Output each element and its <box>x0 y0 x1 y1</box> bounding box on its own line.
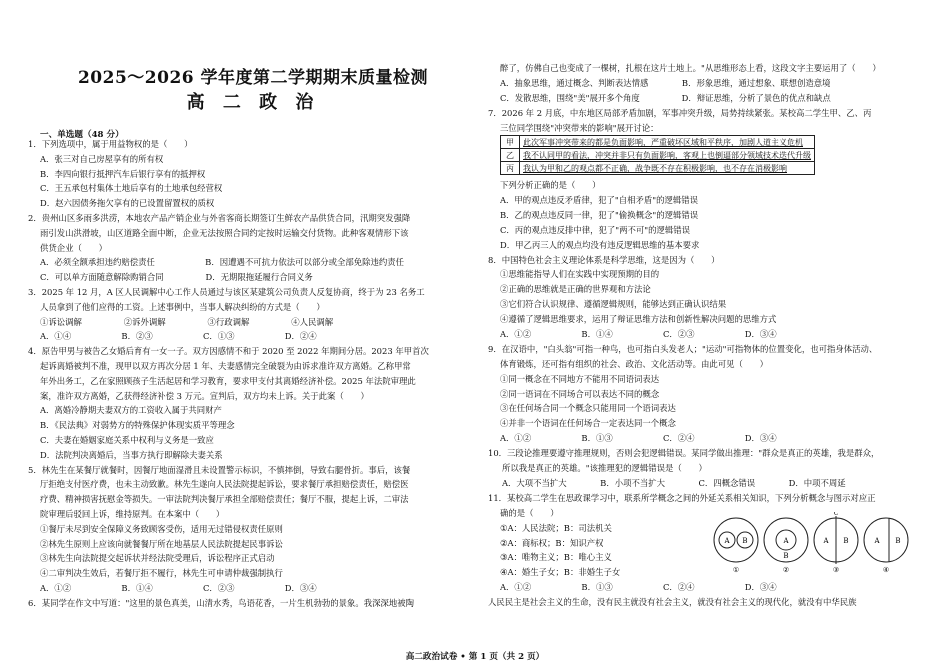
text-line: 年外出务工，乙在家照顾孩子生活起居和学习教育，要求甲支付其离婚经济补偿。2025 年法院审理此 <box>40 376 416 386</box>
text-line: 9．在汉语中，"白头翁"可指一种鸟，也可指白头发老人；"运动"可指物体的位置变化，也可指身体活动、 <box>488 344 878 354</box>
text-line: 7．2026 年 2 月底，中东地区局部矛盾加剧，军事冲突升级，局势持续紧张。某校高二学生甲、乙、丙 <box>488 108 872 118</box>
diagram-caption: ③ <box>832 566 840 574</box>
text-line: 三位同学围绕"冲突带来的影响"展开讨论： <box>500 123 659 133</box>
exam-title: 2025～2026 学年度第二学期期末质量检测 <box>77 68 429 88</box>
text-line: ①诉讼调解 ②诉外调解 ③行政调解 ④人民调解 <box>40 317 334 327</box>
diagram-label: A <box>874 537 880 545</box>
text-line: ④A：婚生子女；B：非婚生子女 <box>500 567 621 577</box>
text-line: A．抽象思维，通过概念、判断表达情感 B．形象思维，通过想象、联想创造意境 <box>500 78 831 88</box>
text-line: A．①④ B．②③ C．①③ D．②④ <box>40 331 317 341</box>
diagram-label: A <box>724 537 730 545</box>
speaker-statement: 我认为甲和乙的观点都不正确，战争既不存在积极影响，也不存在消极影响 <box>520 162 815 175</box>
text-line: 2．贵州山区多雨多洪涝，本地农产品产销企业与外省客商长期签订生鲜农产品供货合同，汛期突发强降 <box>28 213 411 223</box>
text-line: 雨引发山洪滑坡，山区道路全面中断，企业无法按照合同约定按时运输交付货物。此种客观情形下该 <box>40 228 409 238</box>
text-line: 3．2025 年 12 月，A 区人民调解中心工作人员通过与该区某建筑公司负责人反复协商，终于为 23 名务工 <box>28 287 425 297</box>
text-line: 起诉离婚被判不准，现甲以双方再次分居 1 年、夫妻感情完全破裂为由诉求准许双方离婚。乙称甲常 <box>40 361 411 371</box>
diagram-4-circle <box>864 518 908 562</box>
text-line: ①A：人民法院；B：司法机关 <box>500 523 612 533</box>
text-line: ②同一语词在不同场合可以表达不同的概念 <box>500 389 660 399</box>
text-line: 5．林先生在某餐厅就餐时，因餐厅地面湿滑且未设置警示标识，不慎摔倒，导致右腿骨折。事后，该餐 <box>28 465 411 475</box>
text-line: D．赵六因债务拖欠享有的已设置留置权的质权 <box>40 198 215 208</box>
text-line: 体育锻炼，还可指有组织的社会、政治、文化活动等。由此可见（ ） <box>500 359 768 369</box>
text-line: 所以我是真正的英雄。"该推理犯的逻辑错误是（ ） <box>502 463 707 473</box>
text-line: ③它们符合认识规律、遵循逻辑规则，能够达到正确认识结果 <box>500 299 727 309</box>
text-line: ③林先生向法院提交起诉状并经法院受理后，诉讼程序正式启动 <box>40 553 275 563</box>
speaker-label: 乙 <box>501 149 520 162</box>
page-footer: 高二政治试卷 • 第 1 页（共 2 页） <box>405 652 545 662</box>
text-line: ①思维能指导人们在实践中实现预期的目的 <box>500 269 660 279</box>
text-line: ④二审判决生效后，若餐厅拒不履行，林先生可申请仲裁强制执行 <box>40 568 283 578</box>
text-line: A．①② B．①④ C．②③ D．③④ <box>500 329 777 339</box>
table-row <box>501 162 815 175</box>
text-line: 4．原告甲男与被告乙女婚后育有一女一子。双方因感情不和于 2020 至 2022 年期间分居。2023 年甲首次 <box>28 346 429 356</box>
text-line: A．①② B．①③ C．②④ D．③④ <box>500 433 777 443</box>
diagram-label: B <box>895 537 901 545</box>
text-line: ②A：商标权；B：知识产权 <box>500 538 604 548</box>
text-line: 供货企业（ ） <box>40 243 107 253</box>
diagram-caption: ① <box>732 566 740 574</box>
text-line: D．法院判决离婚后，当事方执行即解除夫妻关系 <box>40 450 223 460</box>
text-line: A．①② B．①④ C．②③ D．③④ <box>40 583 317 593</box>
table-row <box>501 149 815 162</box>
concept-relation-diagram <box>712 512 912 574</box>
text-line: C．发散思维，围绕"美"展开多个角度 D．辩证思维，分析了景色的优点和缺点 <box>500 93 831 103</box>
text-line: D．甲乙丙三人的观点均没有违反逻辑思维的基本要求 <box>500 240 700 250</box>
text-line: A．离婚冷静期夫妻双方的工资收入属于共同财产 <box>40 405 222 415</box>
text-line: B．《民法典》对弱势方的特殊保护体现实质平等理念 <box>40 420 235 430</box>
diagram-1-outer <box>714 518 758 562</box>
text-line: ①同一概念在不同地方不能用不同语词表达 <box>500 374 660 384</box>
table-row <box>501 136 815 149</box>
text-line: 确的是（ ） <box>500 508 559 518</box>
text-line: C．丙的观点违反排中律，犯了"两不可"的逻辑错误 <box>500 225 690 235</box>
text-line: ①餐厅未尽到安全保障义务致顾客受伤，适用无过错侵权责任原则 <box>40 524 283 534</box>
text-line: 院审理后驳回上诉，维持原判。在本案中（ ） <box>40 509 225 519</box>
text-line: 人民民主是社会主义的生命，没有民主就没有社会主义，就没有社会主义的现代化，就没有中华民族 <box>488 597 857 607</box>
diagram-label: B <box>742 537 748 545</box>
text-line: B．李四向银行抵押汽车后银行享有的抵押权 <box>40 169 206 179</box>
text-line: ③A：唯物主义；B：唯心主义 <box>500 552 612 562</box>
text-line: ②林先生原则上应该向就餐餐厅所在地基层人民法院提起民事诉讼 <box>40 539 283 549</box>
text-line: A．张三对自己房屋享有的所有权 <box>40 154 164 164</box>
diagram-label: B <box>783 552 789 560</box>
diagram-label: A <box>783 537 789 545</box>
text-line: ④并非一个语词在任何场合一定表达同一个概念 <box>500 418 676 428</box>
text-line: ④遵循了逻辑思维要求，运用了辩证思维方法和创新性解决问题的思维方式 <box>500 314 777 324</box>
speaker-statement: 我不认同甲的看法，冲突并非只有负面影响，客观上也倒逼部分领域技术迭代升级 <box>520 149 815 162</box>
text-line: A．①② B．①③ C．②④ D．③④ <box>500 582 777 592</box>
text-line: A．大项不当扩大 B．小项不当扩大 C．四概念错误 D．中项不周延 <box>502 478 846 488</box>
subject-title: 高 二 政 治 <box>186 92 320 113</box>
text-line: B．乙的观点违反同一律，犯了"偷换概念"的逻辑错误 <box>500 210 699 220</box>
section-heading: 一、单选题（48 分） <box>40 130 124 140</box>
diagram-label: C <box>833 512 839 517</box>
text-line: 案，准许双方离婚，乙获得经济补偿 3 万元。宣判后，双方均未上诉。关于此案（ ） <box>40 391 369 401</box>
diagram-caption: ② <box>782 566 790 574</box>
speaker-label: 丙 <box>501 162 520 175</box>
text-line: 6．某同学在作文中写道："这里的景色真美，山清水秀，鸟语花香，一片生机勃勃的景象。我深深地被陶 <box>28 598 415 608</box>
speaker-statement: 此次军事冲突带来的都是负面影响，严重破坏区域和平秩序，加剧人道主义危机 <box>520 136 815 149</box>
text-line: ③在任何场合同一个概念只能用同一个语词表达 <box>500 403 676 413</box>
q7-discussion-table <box>500 135 815 175</box>
diagram-label: B <box>843 537 849 545</box>
text-line: C．王五承包村集体土地后享有的土地承包经营权 <box>40 183 223 193</box>
text-line: A．必须全额承担违约赔偿责任 B．因遭遇不可抗力依法可以部分或全部免除违约责任 <box>40 257 404 267</box>
text-line: 疗费、精神损害抚慰金等损失。一审法院判决餐厅承担全部赔偿责任；餐厅不服，提起上诉，二审法 <box>40 494 409 504</box>
text-line: 人员拿到了他们应得的工资。上述事例中，当事人解决纠纷的方式是（ ） <box>40 302 325 312</box>
text-line: 8．中国特色社会主义理论体系是科学思维，这是因为（ ） <box>488 255 720 265</box>
text-line: 厅拒绝支付医疗费，也未主动致歉。林先生遂向人民法院提起诉讼，要求餐厅承担赔偿责任，赔偿医 <box>40 479 409 489</box>
text-line: C．夫妻在婚姻家庭关系中权利与义务是一致应 <box>40 435 214 445</box>
text-line: 醉了，仿佛自己也变成了一棵树，扎根在这片土地上。"从思维形态上看，这段文字主要运用了（ ） <box>500 63 881 73</box>
text-line: 下列分析正确的是（ ） <box>500 180 601 190</box>
speaker-label: 甲 <box>501 136 520 149</box>
text-line: A．甲的观点违反矛盾律，犯了"自相矛盾"的逻辑错误 <box>500 195 699 205</box>
text-line: 1．下列选项中，属于用益物权的是（ ） <box>28 139 193 149</box>
text-line: 11．某校高二学生在思政课学习中，联系所学概念之间的外延关系相关知识，下列分析概念与图示对应正 <box>488 493 876 503</box>
diagram-label: A <box>823 537 829 545</box>
diagram-caption: ④ <box>882 566 890 574</box>
text-line: 10．三段论推理要遵守推理规则，否则会犯逻辑错误。某同学做出推理："群众是真正的英雄，我是群众， <box>488 448 880 458</box>
text-line: ②正确的思维就是正确的世界观和方法论 <box>500 284 651 294</box>
text-line: C．可以单方面随意解除购销合同 D．无期限拖延履行合同义务 <box>40 272 313 282</box>
